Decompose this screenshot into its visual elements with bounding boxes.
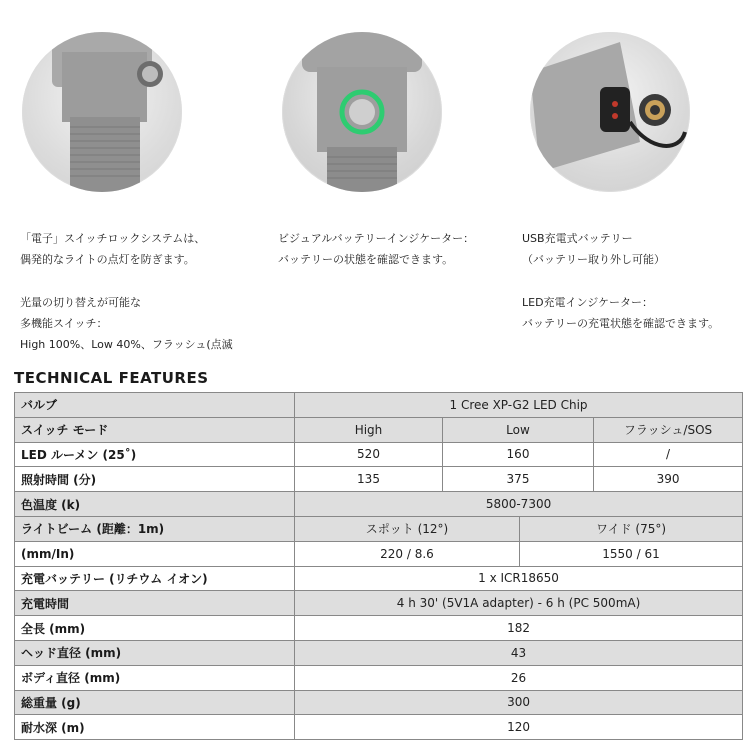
spec-row-charge-time xyxy=(15,591,743,616)
spec-row-length xyxy=(15,616,743,641)
beam-wide: ワイド (75°) xyxy=(520,516,743,541)
spec-row-battery xyxy=(15,566,743,591)
feature-battery-indicator xyxy=(278,228,474,270)
spec-label: 充電時間 xyxy=(15,591,295,616)
feature-multi-switch xyxy=(20,292,233,355)
switch-lock-photo xyxy=(22,32,182,192)
spec-value: 300 xyxy=(295,690,743,715)
feature-line: ビジュアルバッテリーインジケーター： xyxy=(278,232,475,245)
section-title: TECHNICAL FEATURES xyxy=(14,369,209,387)
spec-value: 220 / 8.6 xyxy=(295,541,520,566)
feature-charge-indicator xyxy=(522,292,719,334)
spec-row-beam-units xyxy=(15,541,743,566)
spec-value: 135 xyxy=(295,467,443,492)
spec-label: (mm/In) xyxy=(15,541,295,566)
spec-value: 520 xyxy=(295,442,443,467)
spec-label: 全長 (mm) xyxy=(15,616,295,641)
spec-label: 照射時間 (分) xyxy=(15,467,295,492)
beam-spot: スポット (12°) xyxy=(295,516,520,541)
spec-value: 1 x ICR18650 xyxy=(295,566,743,591)
feature-line: High 100%、Low 40%、フラッシュ(点滅 xyxy=(20,338,233,351)
spec-label: 総重量 (g) xyxy=(15,690,295,715)
feature-line: （バッテリー取り外し可能） xyxy=(522,253,665,266)
spec-value: 1 Cree XP-G2 LED Chip xyxy=(295,393,743,418)
spec-row-bulb xyxy=(15,393,743,418)
flashlight-indicator-illustration xyxy=(282,32,442,192)
mode-flash: フラッシュ/SOS xyxy=(594,417,743,442)
spec-value: 1550 / 61 xyxy=(520,541,743,566)
spec-row-runtime xyxy=(15,467,743,492)
feature-switch-lock xyxy=(20,228,205,270)
battery-indicator-photo xyxy=(282,32,442,192)
feature-usb-battery xyxy=(522,228,665,270)
spec-label: ライトビーム (距離：1m) xyxy=(15,516,295,541)
spec-value: 26 xyxy=(295,665,743,690)
feature-line: 「電子」スイッチロックシステムは、 xyxy=(20,232,206,245)
battery-charging-illustration xyxy=(530,32,690,192)
flashlight-switch-illustration xyxy=(22,32,182,192)
feature-line: バッテリーの充電状態を確認できます。 xyxy=(522,317,720,330)
spec-label: スイッチ モード xyxy=(15,417,295,442)
spec-value: 5800-7300 xyxy=(295,492,743,517)
spec-label: LED ルーメン (25˚) xyxy=(15,442,295,467)
spec-value: / xyxy=(594,442,743,467)
spec-label: 耐水深 (m) xyxy=(15,715,295,740)
spec-row-switch-mode xyxy=(15,417,743,442)
spec-value: 120 xyxy=(295,715,743,740)
mode-high: High xyxy=(295,417,443,442)
usb-battery-photo xyxy=(530,32,690,192)
feature-line: 偶発的なライトの点灯を防ぎます。 xyxy=(20,253,195,266)
spec-label: 色温度 (k) xyxy=(15,492,295,517)
feature-line: 光量の切り替えが可能な xyxy=(20,296,141,309)
spec-value: 43 xyxy=(295,640,743,665)
spec-label: バルブ xyxy=(15,393,295,418)
spec-value: 160 xyxy=(443,442,594,467)
spec-table xyxy=(14,392,743,740)
spec-label: ボディ直径 (mm) xyxy=(15,665,295,690)
spec-value: 182 xyxy=(295,616,743,641)
spec-value: 375 xyxy=(443,467,594,492)
feature-line: USB充電式バッテリー xyxy=(522,232,633,245)
feature-line: バッテリーの状態を確認できます。 xyxy=(278,253,454,266)
spec-row-waterproof xyxy=(15,715,743,740)
feature-line: LED充電インジケーター： xyxy=(522,296,654,309)
spec-row-weight xyxy=(15,690,743,715)
spec-value: 390 xyxy=(594,467,743,492)
spec-row-body-diameter xyxy=(15,665,743,690)
spec-label: ヘッド直径 (mm) xyxy=(15,640,295,665)
spec-row-head-diameter xyxy=(15,640,743,665)
spec-value: 4 h 30' (5V1A adapter) - 6 h (PC 500mA) xyxy=(295,591,743,616)
spec-row-lumen xyxy=(15,442,743,467)
feature-line: 多機能スイッチ： xyxy=(20,317,108,330)
spec-row-color-temp xyxy=(15,492,743,517)
spec-row-beam xyxy=(15,516,743,541)
mode-low: Low xyxy=(443,417,594,442)
spec-label: 充電バッテリー (リチウム イオン) xyxy=(15,566,295,591)
